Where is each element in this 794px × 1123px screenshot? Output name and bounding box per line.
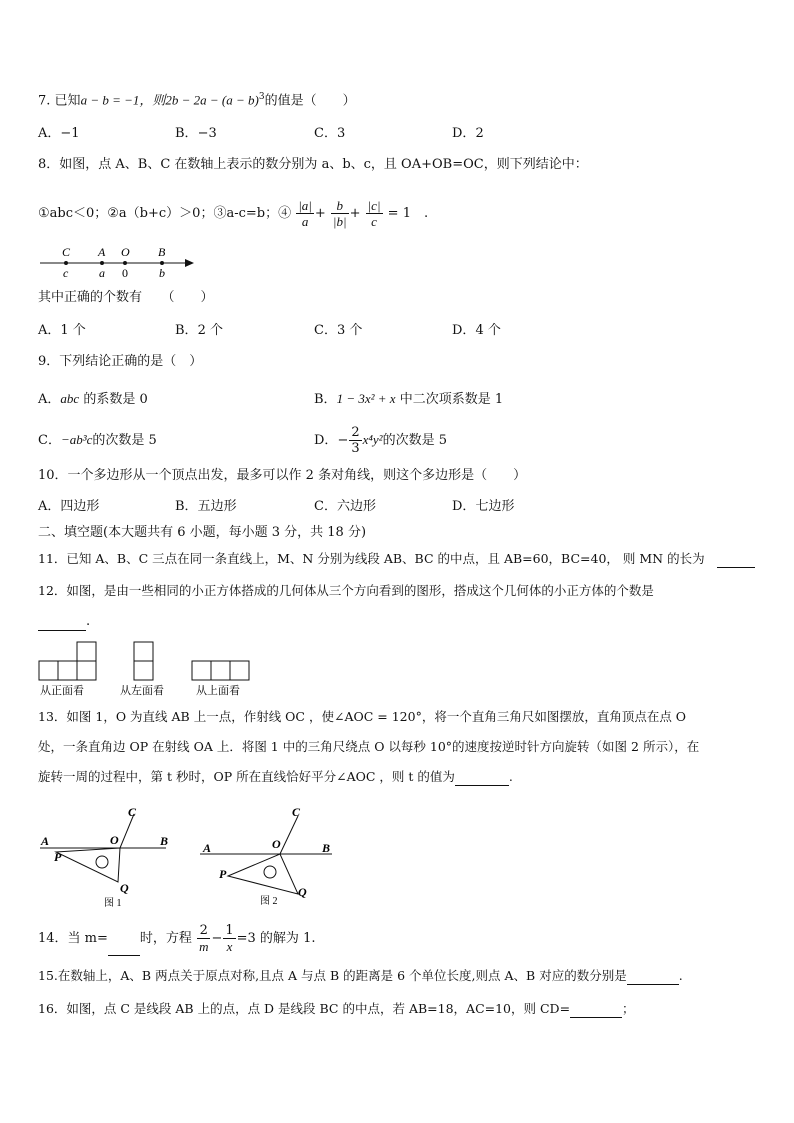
- q11-answer-blank: [717, 567, 755, 568]
- q8-opt-c: C．3 个: [314, 323, 363, 338]
- q8-opt-b: B．2 个: [175, 323, 223, 338]
- svg-text:P: P: [219, 867, 227, 881]
- axis-val-c: c: [63, 266, 69, 280]
- q12-views-figure: [36, 640, 256, 698]
- view-top-label: 从上面看: [196, 685, 240, 697]
- q16-answer-blank: [570, 1017, 622, 1018]
- axis-label-B: B: [158, 245, 166, 259]
- svg-text:B: B: [160, 834, 169, 848]
- q14-answer-blank: [108, 955, 140, 956]
- q9-opt-b: B．1 − 3x² + x 中二次项系数是 1: [314, 391, 504, 407]
- q7-opt-a: A．−1: [38, 126, 80, 141]
- svg-text:O: O: [110, 833, 119, 847]
- svg-text:Q: Q: [120, 881, 129, 895]
- view-front-label: 从正面看: [40, 685, 84, 697]
- q14: 14．当 m= 时，方程 $\frac{2}{m}$ − $\frac{1}{x}$ =3 的解为 1.: [38, 923, 316, 954]
- axis-label-A: A: [98, 245, 106, 259]
- q13-answer-blank: [455, 785, 509, 786]
- q15: 15.在数轴上，A、B 两点关于原点对称,且点 A 与点 B 的距离是 6 个单位长度,则点 A、B 对应的数分别是 .: [38, 968, 683, 983]
- svg-text:图 1: 图 1: [104, 898, 122, 909]
- q13-line1: 13．如图 1，O 为直线 AB 上一点，作射线 OC ，使∠AOC = 120°，将一个直角三角尺如图摆放，直角顶点在点 O: [38, 709, 687, 724]
- q8-frac-2: $\frac{b}{|b|}$: [332, 198, 347, 229]
- q10-opt-c: C．六边形: [314, 499, 376, 514]
- q13-line3: 旋转一周的过程中，第 t 秒时，OP 所在直线恰好平分∠AOC ，则 t 的值为 .: [38, 769, 513, 784]
- q13-figure-1: [38, 798, 178, 910]
- q13-line2: 处，一条直角边 OP 在射线 OA 上．将图 1 中的三角尺绕点 O 以每秒 10°的速度按逆时针方向旋转（如图 2 所示），在: [38, 739, 700, 754]
- axis-val-b: b: [159, 266, 165, 280]
- q8-number-line: [38, 244, 198, 280]
- view-left-label: 从左面看: [120, 685, 164, 697]
- axis-val-a: a: [99, 266, 105, 280]
- q10-opt-a: A．四边形: [38, 499, 100, 514]
- svg-text:C: C: [128, 805, 137, 819]
- q10-stem: 10．一个多边形从一个顶点出发，最多可以作 2 条对角线，则这个多边形是（ ）: [38, 468, 527, 483]
- svg-text:P: P: [54, 850, 62, 864]
- q7-opt-c: C．3: [314, 126, 346, 141]
- svg-text:O: O: [272, 837, 281, 851]
- q15-answer-blank: [627, 984, 679, 985]
- q8-frac-1: $\frac{|a|}{a}$: [298, 198, 312, 229]
- q12-blank-line: .: [38, 613, 90, 631]
- svg-text:A: A: [41, 834, 50, 848]
- q8-frac-3: $\frac{|c|}{c}$: [367, 198, 381, 229]
- svg-text:B: B: [322, 841, 331, 855]
- q8-statements: ①abc＜0；②a（b+c）＞0；③a-c=b；④ $\frac{|a|}{a}$ + $\frac{b}{|b|}$ + $\frac{|c|}{c}$ = 1 .: [38, 198, 429, 229]
- q9-opt-c: C．−ab³c的次数是 5: [38, 432, 157, 448]
- svg-text:图 2: 图 2: [260, 896, 278, 907]
- q13-figure-2: [198, 800, 338, 910]
- svg-text:C: C: [292, 805, 301, 819]
- q11: 11．已知 A、B、C 三点在同一条直线上，M、N 分别为线段 AB、BC 的中点，且 AB=60，BC=40， 则 MN 的长为: [38, 550, 755, 568]
- q8-opt-d: D．4 个: [452, 323, 501, 338]
- q12-answer-blank: [38, 630, 86, 631]
- q10-opt-b: B．五边形: [175, 499, 237, 514]
- q7-opt-d: D．2: [452, 126, 484, 141]
- q9-stem: 9．下列结论正确的是（ ）: [38, 354, 203, 369]
- q8-opt-a: A．1 个: [38, 323, 86, 338]
- axis-val-0: 0: [122, 266, 128, 280]
- q7-opt-b: B．−3: [175, 126, 217, 141]
- axis-label-O: O: [121, 245, 130, 259]
- q16: 16．如图，点 C 是线段 AB 上的点，点 D 是线段 BC 的中点，若 AB=18，AC=10，则 CD= ；: [38, 1001, 635, 1016]
- q12-stem: 12．如图，是由一些相同的小正方体搭成的几何体从三个方向看到的图形，搭成这个几何体的小正方体的个数是: [38, 583, 654, 598]
- svg-text:Q: Q: [298, 885, 307, 899]
- q9-opt-d: D．− $\frac{2}{3}$ x⁴y²的次数是 5: [314, 425, 447, 456]
- q7-stem: 7. 已知a − b = −1，则$2b - 2a - (a - b)^3$的值是（ ）: [38, 92, 356, 109]
- q10-opt-d: D．七边形: [452, 499, 515, 514]
- section-2-heading: 二、填空题(本大题共有 6 小题，每小题 3 分，共 18 分): [38, 525, 367, 540]
- svg-text:A: A: [203, 841, 212, 855]
- axis-label-C: C: [62, 245, 71, 259]
- q8-stem: 8．如图，点 A、B、C 在数轴上表示的数分别为 a、b、c，且 OA+OB=OC，则下列结论中：: [38, 157, 588, 172]
- q8-ask: 其中正确的个数有 （ ）: [38, 290, 214, 305]
- q9-opt-a: A．abc 的系数是 0: [38, 391, 148, 407]
